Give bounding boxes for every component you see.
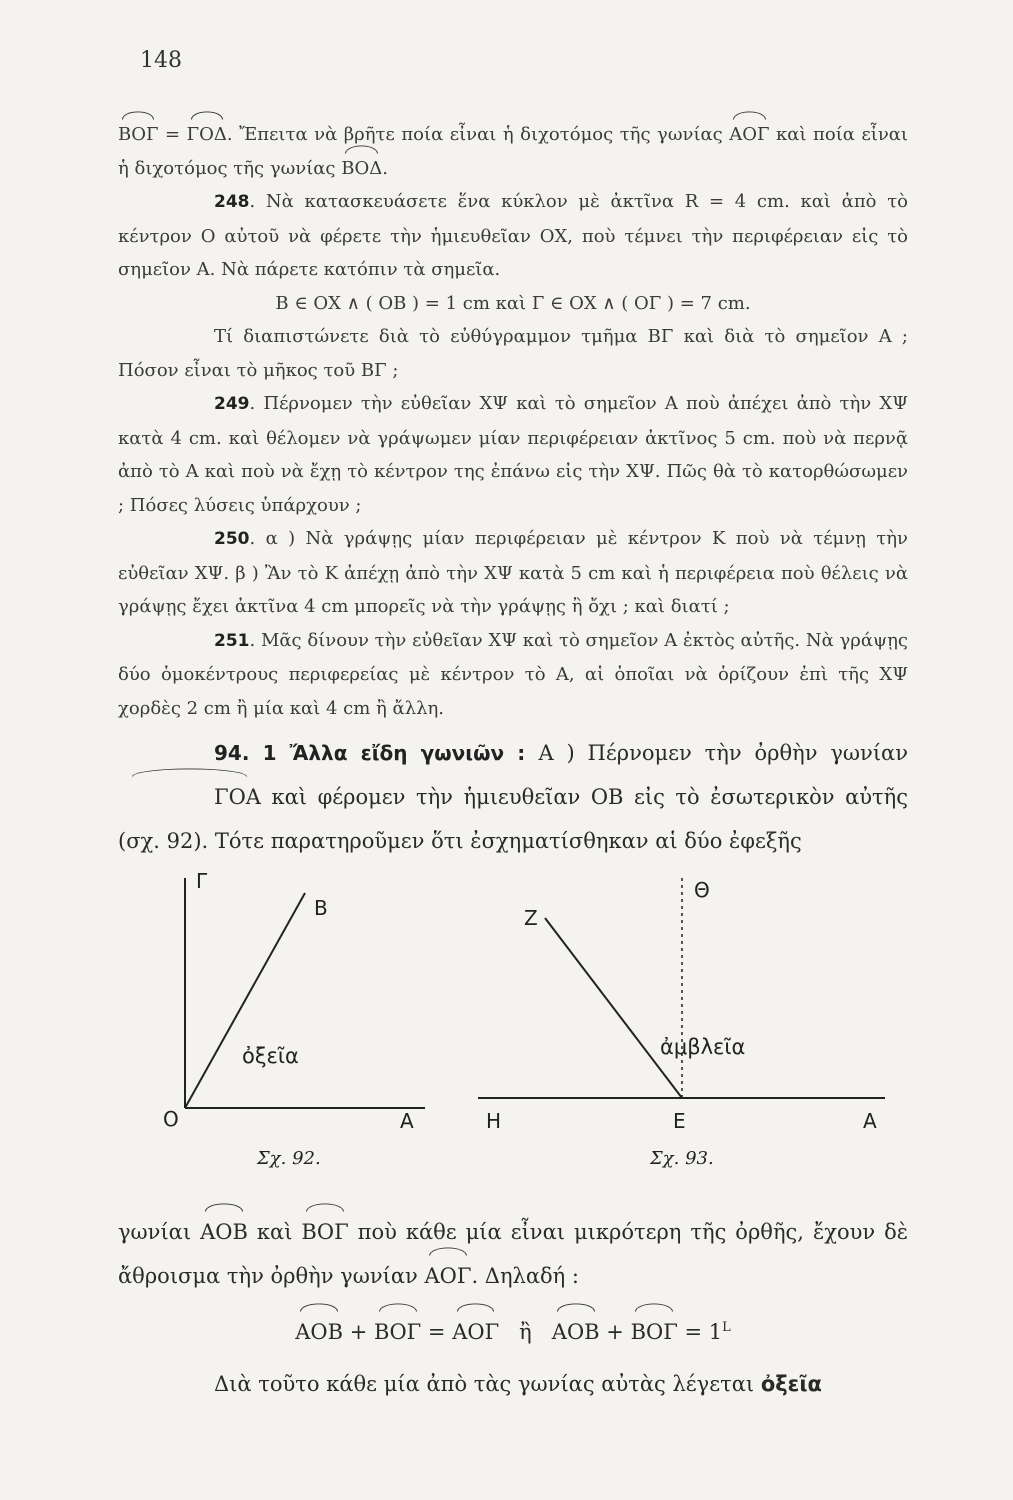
- text-run: ποὺ κάθε μία εἶναι μικρότερη τῆς ὀρθῆς, ἔχουν δὲ ἄθροισμα τὴν ὀρθὴν γωνίαν: [118, 1220, 909, 1288]
- exercise-text: . Πέρνομεν τὴν εὐθεῖαν ΧΨ καὶ τὸ σημεῖον Α ποὺ ἀπέχει ἀπὸ τὴν ΧΨ κατὰ 4 cm. καὶ θέλομεν νὰ γράψωμεν μίαν περιφέρειαν ἀκτῖνος 5 cm. ποὺ νὰ περνᾷ ἀπὸ τὸ Α καὶ ποὺ νὰ ἔχῃ τὸ κέντρον της ἐπάνω εἰς τὴν ΧΨ. Πῶς θὰ τὸ κατορθώσωμεν ; Πόσες λύσεις ὑπάρχουν ;: [118, 393, 908, 516]
- exercise-number: 249: [214, 394, 250, 414]
- formula-op: +: [343, 1320, 375, 1344]
- exercise-248-formula: Β ∈ ΟΧ ∧ ( ΟΒ ) = 1 cm καὶ Γ ∈ ΟΧ ∧ ( ΟΓ ) = 7 cm.: [275, 292, 751, 314]
- label-z: Ζ: [524, 906, 538, 930]
- angle-symbol: ΓΟΑ: [118, 775, 261, 819]
- text-run: . Δηλαδή :: [471, 1264, 580, 1288]
- text-run: καὶ ποία εἶναι ἡ διχοτόμος τῆς γωνίας: [118, 124, 908, 179]
- caption-92: Σχ. 92.: [257, 1148, 321, 1169]
- label-a: Α: [863, 1109, 877, 1133]
- figure-93: [478, 878, 885, 1169]
- text-run: καὶ: [247, 1220, 302, 1244]
- label-gamma: Γ: [196, 869, 208, 893]
- label-obtuse: ἀμβλεῖα: [660, 1035, 746, 1059]
- term-acute: ὀξεῖα: [760, 1372, 822, 1396]
- text-run: Διὰ τοῦτο κάθε μία ἀπὸ τὰς γωνίας αὐτὰς λέγεται: [214, 1372, 761, 1396]
- formula-op: =: [421, 1320, 453, 1344]
- exercise-number: 248: [214, 192, 250, 212]
- exercise-text: . α ) Νὰ γράψῃς μίαν περιφέρειαν μὲ κέντρον Κ ποὺ νὰ τέμνῃ τὴν εὐθεῖαν ΧΨ. β ) Ἂν τὸ Κ ἀπέχῃ ἀπὸ τὴν ΧΨ κατὰ 5 cm καὶ ἡ περιφέρεια ποὺ θέλεις νὰ γράψῃς ἔχει ἀκτῖνα 4 cm μπορεῖς νὰ τὴν γράψῃς ἢ ὄχι ; καὶ διατί ;: [118, 528, 908, 617]
- label-theta: Θ: [694, 878, 710, 902]
- angle-symbol: ΓΟΔ: [187, 118, 227, 152]
- ray-ez: [545, 918, 682, 1098]
- text-run: .: [382, 157, 388, 179]
- label-acute: ὀξεῖα: [242, 1044, 299, 1068]
- angle-symbol: ΑΟΒ: [295, 1310, 343, 1354]
- text-run: γωνίαι: [118, 1220, 201, 1244]
- ray-ob: [185, 893, 305, 1108]
- section-title: Ἄλλα εἴδη γωνιῶν :: [276, 741, 539, 765]
- angle-symbol: ΒΟΔ: [341, 152, 382, 186]
- angle-sum-formula: [118, 1306, 908, 1354]
- label-a: Α: [400, 1109, 414, 1133]
- page-number: 148: [140, 48, 182, 73]
- angle-symbol: ΑΟΓ: [452, 1310, 499, 1354]
- formula-op: +: [599, 1320, 631, 1344]
- exercise-248-question: Τί διαπιστώνετε διὰ τὸ εὐθύγραμμον τμῆμα ΒΓ καὶ διὰ τὸ σημεῖον Α ; Πόσον εἶναι τὸ μῆκος τοῦ ΒΓ ;: [118, 326, 908, 381]
- section-text: Α ) Πέρνομεν τὴν ὀρθὴν γωνίαν: [538, 741, 908, 765]
- label-h: Η: [486, 1109, 502, 1133]
- exercise-number: 250: [214, 529, 250, 549]
- angle-symbol: ΑΟΓ: [424, 1254, 471, 1298]
- lower-text: [118, 1210, 908, 1406]
- section-text: καὶ φέρομεν τὴν ἡμιευθεῖαν ΟΒ εἰς τὸ ἐσωτερικὸν αὐτῆς (σχ. 92). Τότε παρατηροῦμεν ὅτι ἐσχηματίσθηκαν αἱ δύο ἐφεξῆς: [118, 785, 908, 853]
- label-b: Β: [314, 896, 328, 920]
- label-o: Ο: [163, 1107, 179, 1131]
- right-angle-unit: L: [722, 1320, 731, 1335]
- section-number: 94. 1: [214, 741, 277, 765]
- angle-symbol: ΑΟΓ: [729, 118, 769, 152]
- text-run: . Ἔπειτα νὰ βρῆτε ποία εἶναι ἡ διχοτόμος τῆς γωνίας: [226, 124, 730, 145]
- angle-symbol: ΑΟΒ: [552, 1310, 600, 1354]
- angle-symbol: ΒΟΓ: [301, 1210, 348, 1254]
- formula-op: = 1: [677, 1320, 723, 1344]
- text-run: =: [158, 124, 187, 145]
- exercise-text: . Νὰ κατασκευάσετε ἕνα κύκλον μὲ ἀκτῖνα R = 4 cm. καὶ ἀπὸ τὸ κέντρον Ο αὐτοῦ νὰ φέρετε τὴν ἡμιευθεῖαν ΟΧ, ποὺ τέμνει τὴν περιφέρειαν εἰς τὸ σημεῖον Α. Νὰ πάρετε κατόπιν τὰ σημεῖα.: [118, 191, 908, 280]
- angle-symbol: ΒΟΓ: [374, 1310, 421, 1354]
- exercise-text: . Μᾶς δίνουν τὴν εὐθεῖαν ΧΨ καὶ τὸ σημεῖον Α ἐκτὸς αὐτῆς. Νὰ γράψῃς δύο ὁμοκέντρους περιφερείας μὲ κέντρον τὸ Α, αἱ ὁποῖαι νὰ ὁρίζουν ἐπὶ τῆς ΧΨ χορδὲς 2 cm ἢ μία καὶ 4 cm ἢ ἄλλη.: [118, 629, 908, 719]
- caption-93: Σχ. 93.: [650, 1148, 714, 1169]
- exercise-number: 251: [214, 630, 250, 651]
- label-e: Ε: [673, 1109, 686, 1133]
- angle-symbol: ΑΟΒ: [200, 1210, 248, 1254]
- paragraph-after-figures: [118, 1210, 908, 1298]
- figure-92: [163, 869, 425, 1169]
- angle-symbol: ΒΟΓ: [118, 118, 158, 152]
- last-line: [118, 1362, 908, 1406]
- angle-symbol: ΒΟΓ: [631, 1310, 678, 1354]
- formula-op: ἢ: [499, 1320, 552, 1344]
